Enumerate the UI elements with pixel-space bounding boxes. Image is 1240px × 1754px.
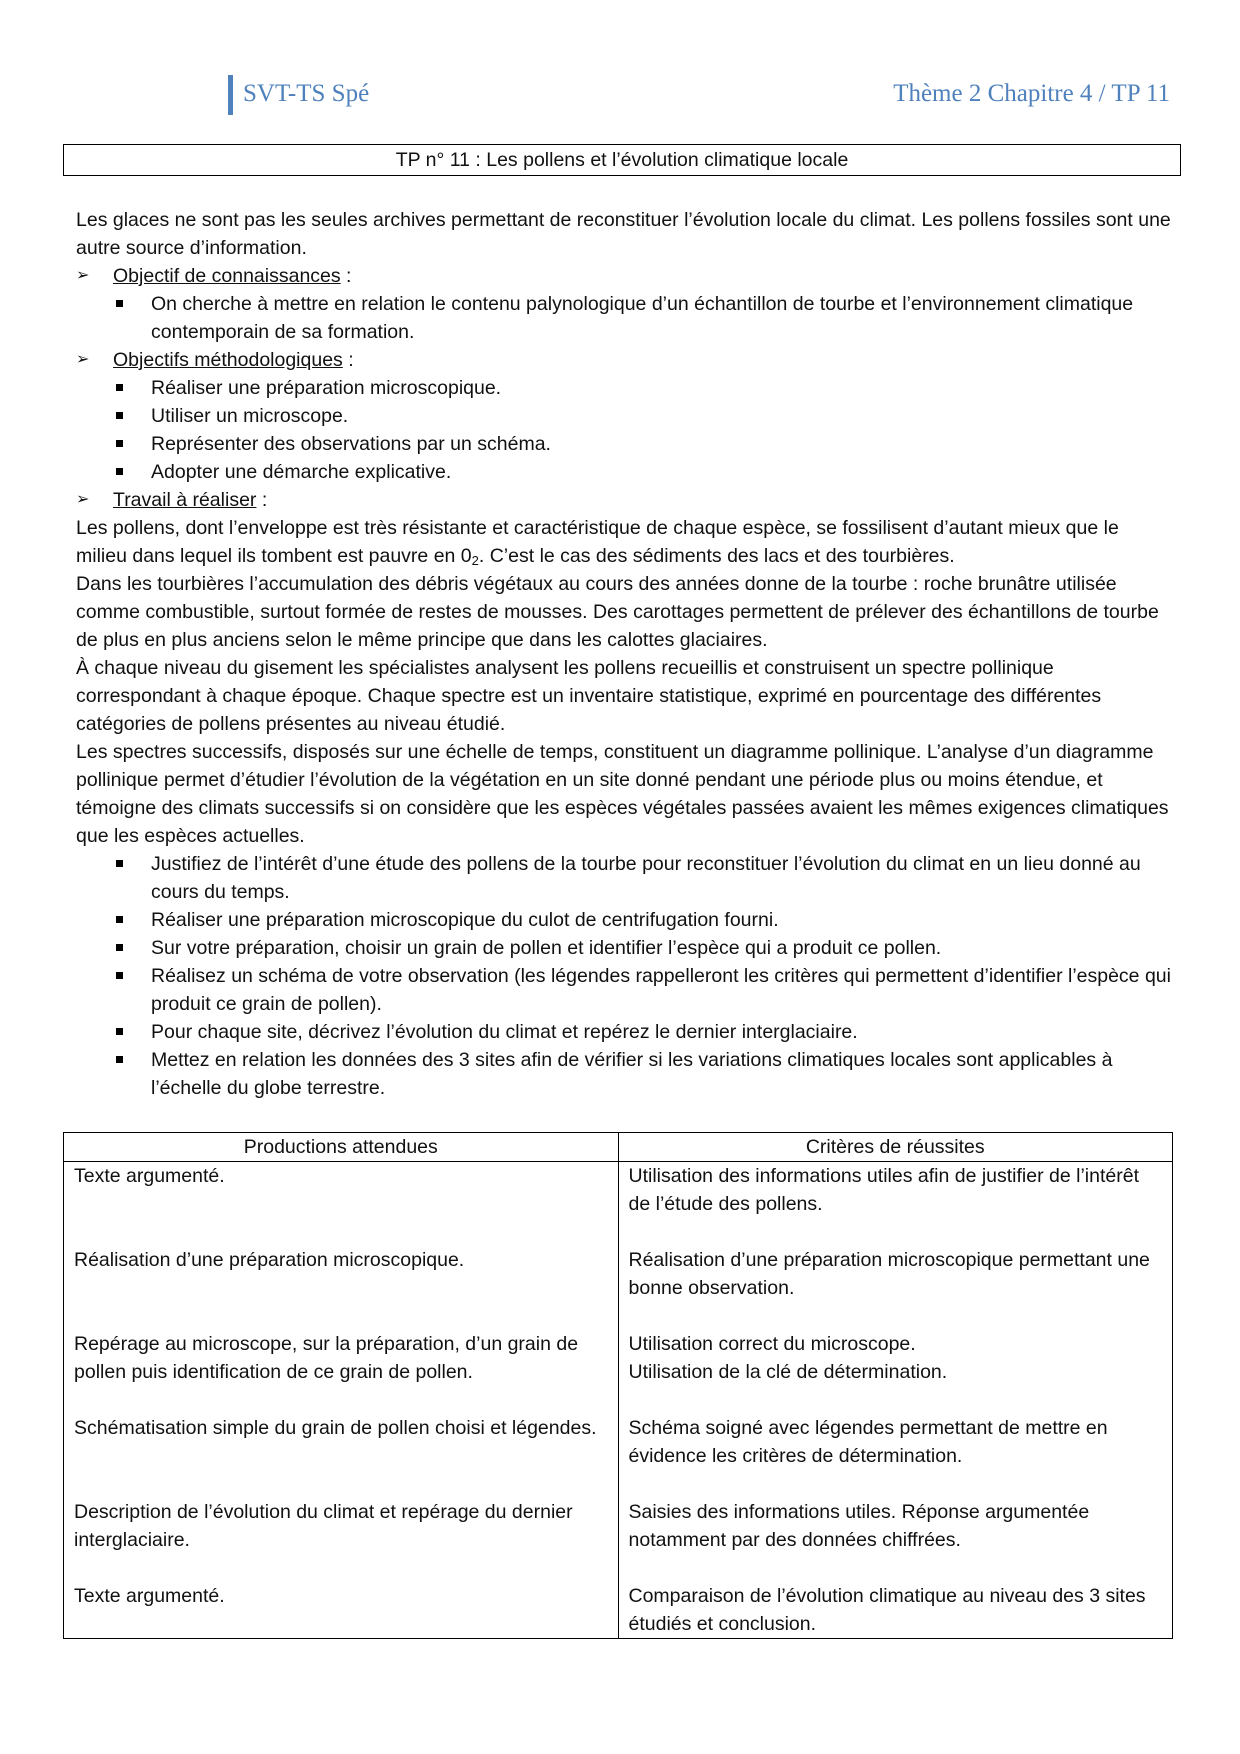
table-row <box>64 1246 1173 1330</box>
table-row <box>64 1162 1173 1247</box>
table-cell: Utilisation des informations utiles afin de justifier de l’intérêt de l’étude des pollens. <box>618 1162 1173 1247</box>
arrow-bullet-icon: ➢ <box>76 491 90 508</box>
square-bullet-icon <box>116 1028 123 1035</box>
list-item: Adopter une démarche explicative. <box>76 458 1172 486</box>
square-bullet-icon <box>116 468 123 475</box>
main-content <box>76 206 1172 1102</box>
criteria-table <box>63 1132 1173 1639</box>
list-item: Réaliser une préparation microscopique du culot de centrifugation fourni. <box>76 906 1172 934</box>
square-bullet-icon <box>116 412 123 419</box>
column-header: Critères de réussites <box>618 1133 1173 1162</box>
square-bullet-icon <box>116 300 123 307</box>
table-row <box>64 1582 1173 1639</box>
list-item: Sur votre préparation, choisir un grain de pollen et identifier l’espèce qui a produit ce pollen. <box>76 934 1172 962</box>
table-cell: Réalisation d’une préparation microscopique permettant une bonne observation. <box>618 1246 1173 1330</box>
paragraph: Dans les tourbières l’accumulation des débris végétaux au cours des années donne de la tourbe : roche brunâtre utilisée comme combustible, surtout formée de restes de mousses. Des carottages permettent de prélever des échantillons de tourbe de plus en plus anciens selon le même principe que dans les calottes glaciaires. <box>76 573 1159 651</box>
section-objectif-connaissances: ➢ Objectif de connaissances : <box>76 262 1172 290</box>
table-cell: Texte argumenté. <box>64 1162 619 1247</box>
list-item: Réaliser une préparation microscopique. <box>76 374 1172 402</box>
arrow-bullet-icon: ➢ <box>76 351 90 368</box>
table-cell: Comparaison de l’évolution climatique au niveau des 3 sites étudiés et conclusion. <box>618 1582 1173 1639</box>
square-bullet-icon <box>116 972 123 979</box>
paragraph: Les spectres successifs, disposés sur une échelle de temps, constituent un diagramme pollinique. L’analyse d’un diagramme pollinique permet d’étudier l’évolution de la végétation en un site donné pendant une période plus ou moins étendue, et témoigne des climats successifs si on considère que les espèces végétales passées avaient les mêmes exigences climatiques que les espèces actuelles. <box>76 741 1169 847</box>
page-title: TP n° 11 : Les pollens et l’évolution climatique locale <box>63 144 1181 176</box>
header-accent-bar <box>228 75 233 115</box>
column-header: Productions attendues <box>64 1133 619 1162</box>
table-cell: Repérage au microscope, sur la préparation, d’un grain de pollen puis identification de ce grain de pollen. <box>64 1330 619 1414</box>
section-label: Objectif de connaissances <box>113 265 341 287</box>
section-objectifs-methodo: ➢ Objectifs méthodologiques : <box>76 346 1172 374</box>
arrow-bullet-icon: ➢ <box>76 267 90 284</box>
list-item: Justifiez de l’intérêt d’une étude des pollens de la tourbe pour reconstituer l’évolution du climat en un lieu donné au cours du temps. <box>76 850 1172 906</box>
table-cell: Saisies des informations utiles. Réponse argumentée notamment par des données chiffrées. <box>618 1498 1173 1582</box>
header-chapter: Thème 2 Chapitre 4 / TP 11 <box>893 80 1170 107</box>
square-bullet-icon <box>116 440 123 447</box>
table-cell: Schématisation simple du grain de pollen choisi et légendes. <box>64 1414 619 1498</box>
section-label: Travail à réaliser <box>113 489 257 511</box>
list-item: Représenter des observations par un schéma. <box>76 430 1172 458</box>
table-row <box>64 1330 1173 1414</box>
table-cell: Texte argumenté. <box>64 1582 619 1639</box>
square-bullet-icon <box>116 1056 123 1063</box>
list-item: Utiliser un microscope. <box>76 402 1172 430</box>
table-cell: Description de l’évolution du climat et repérage du dernier interglaciaire. <box>64 1498 619 1582</box>
paragraph: Les pollens, dont l’enveloppe est très résistante et caractéristique de chaque espèce, se fossilisent d’autant mieux que le milieu dans lequel ils tombent est pauvre en $0_2$. C’est le cas des sédiments des lacs et des tourbières. <box>76 517 1119 568</box>
intro-paragraph: Les glaces ne sont pas les seules archives permettant de reconstituer l’évolution locale du climat. Les pollens fossiles sont une autre source d’information. <box>76 209 1171 259</box>
section-travail: ➢ Travail à réaliser : <box>76 486 1172 514</box>
section-label: Objectifs méthodologiques <box>113 349 343 371</box>
list-item: Pour chaque site, décrivez l’évolution du climat et repérez le dernier interglaciaire. <box>76 1018 1172 1046</box>
list-item: On cherche à mettre en relation le contenu palynologique d’un échantillon de tourbe et l’environnement climatique contemporain de sa formation. <box>76 290 1172 346</box>
table-cell: Utilisation correct du microscope. Utilisation de la clé de détermination. <box>618 1330 1173 1414</box>
square-bullet-icon <box>116 384 123 391</box>
list-item: Mettez en relation les données des 3 sites afin de vérifier si les variations climatiques locales sont applicables à l’échelle du globe terrestre. <box>76 1046 1172 1102</box>
table-header-row <box>64 1133 1173 1162</box>
paragraph: À chaque niveau du gisement les spécialistes analysent les pollens recueillis et construisent un spectre pollinique correspondant à chaque époque. Chaque spectre est un inventaire statistique, exprimé en pourcentage des différentes catégories de pollens présentes au niveau étudié. <box>76 657 1102 735</box>
table-row <box>64 1498 1173 1582</box>
table-cell: Réalisation d’une préparation microscopique. <box>64 1246 619 1330</box>
table-row <box>64 1414 1173 1498</box>
list-item: Réalisez un schéma de votre observation (les légendes rappelleront les critères qui permettent d’identifier l’espèce qui produit ce grain de pollen). <box>76 962 1172 1018</box>
square-bullet-icon <box>116 860 123 867</box>
table-cell: Schéma soigné avec légendes permettant de mettre en évidence les critères de détermination. <box>618 1414 1173 1498</box>
square-bullet-icon <box>116 916 123 923</box>
square-bullet-icon <box>116 944 123 951</box>
header-course: SVT-TS Spé <box>243 80 370 107</box>
